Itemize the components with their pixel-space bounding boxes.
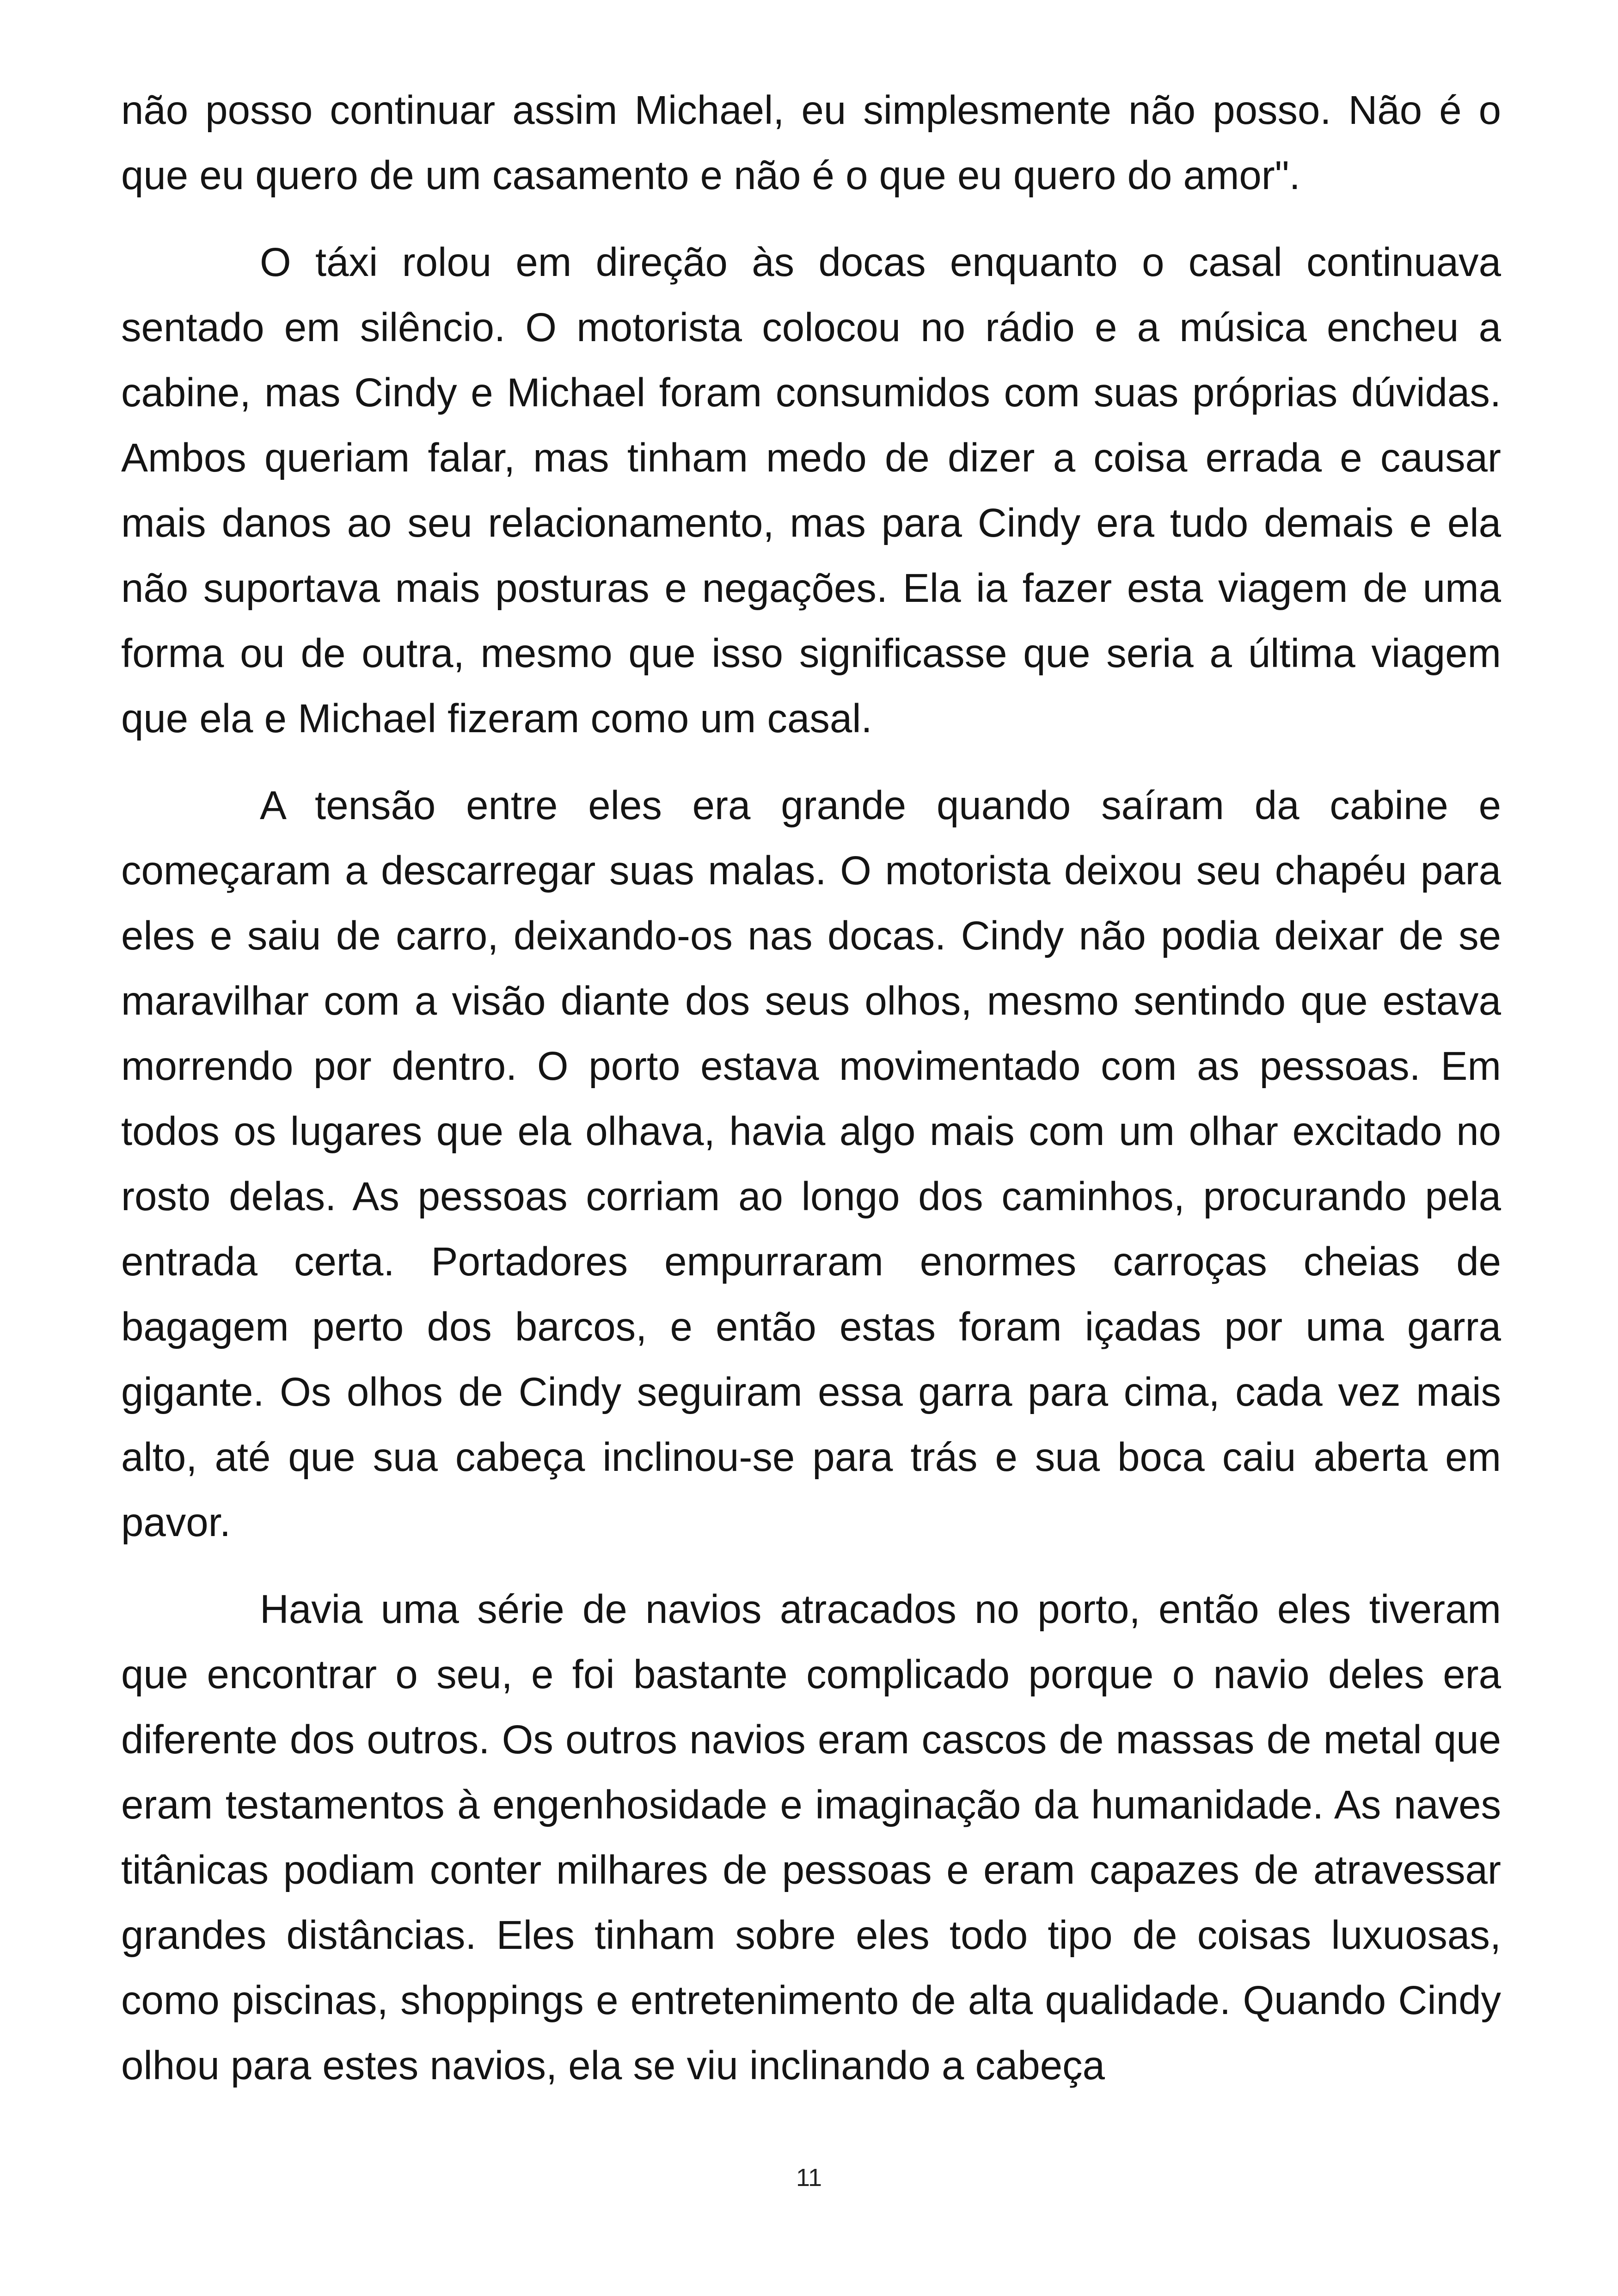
paragraph-docks: A tensão entre eles era grande quando saíram da cabine e começaram a descarregar suas malas. O motorista deixou seu chapéu para eles e saiu de carro, deixando-os nas docas. Cindy não podia deixar de se maravilhar com a visão diante dos seus olhos, mesmo sentindo que estava morrendo por dentro. O porto estava movimentado com as pessoas. Em todos os lugares que ela olhava, havia algo mais com um olhar excitado no rosto delas. As pessoas corriam ao longo dos caminhos, procurando pela entrada certa. Portadores empurraram enormes carroças cheias de bagagem perto dos barcos, e então estas foram içadas por uma garra gigante. Os olhos de Cindy seguiram essa garra para cima, cada vez mais alto, até que sua cabeça inclinou-se para trás e sua boca caiu aberta em pavor. xyxy=(121,783,1501,1545)
page-number: 11 xyxy=(796,2164,822,2192)
paragraph-continuation: não posso continuar assim Michael, eu simplesmente não posso. Não é o que eu quero de um casamento e não é o que eu quero do amor". xyxy=(121,88,1501,198)
body-text xyxy=(121,78,1501,2098)
paragraph-ships: Havia uma série de navios atracados no porto, então eles tiveram que encontrar o seu, e foi bastante complicado porque o navio deles era diferente dos outros. Os outros navios eram cascos de massas de metal que eram testamentos à engenhosidade e imaginação da humanidade. As naves titânicas podiam conter milhares de pessoas e eram capazes de atravessar grandes distâncias. Eles tinham sobre eles todo tipo de coisas luxuosas, como piscinas, shoppings e entretenimento de alta qualidade. Quando Cindy olhou para estes navios, ela se viu inclinando a cabeça xyxy=(121,1587,1501,2088)
paragraph-taxi: O táxi rolou em direção às docas enquanto o casal continuava sentado em silêncio. O motorista colocou no rádio e a música encheu a cabine, mas Cindy e Michael foram consumidos com suas próprias dúvidas. Ambos queriam falar, mas tinham medo de dizer a coisa errada e causar mais danos ao seu relacionamento, mas para Cindy era tudo demais e ela não suportava mais posturas e negações. Ela ia fazer esta viagem de uma forma ou de outra, mesmo que isso significasse que seria a última viagem que ela e Michael fizeram como um casal. xyxy=(121,240,1501,741)
